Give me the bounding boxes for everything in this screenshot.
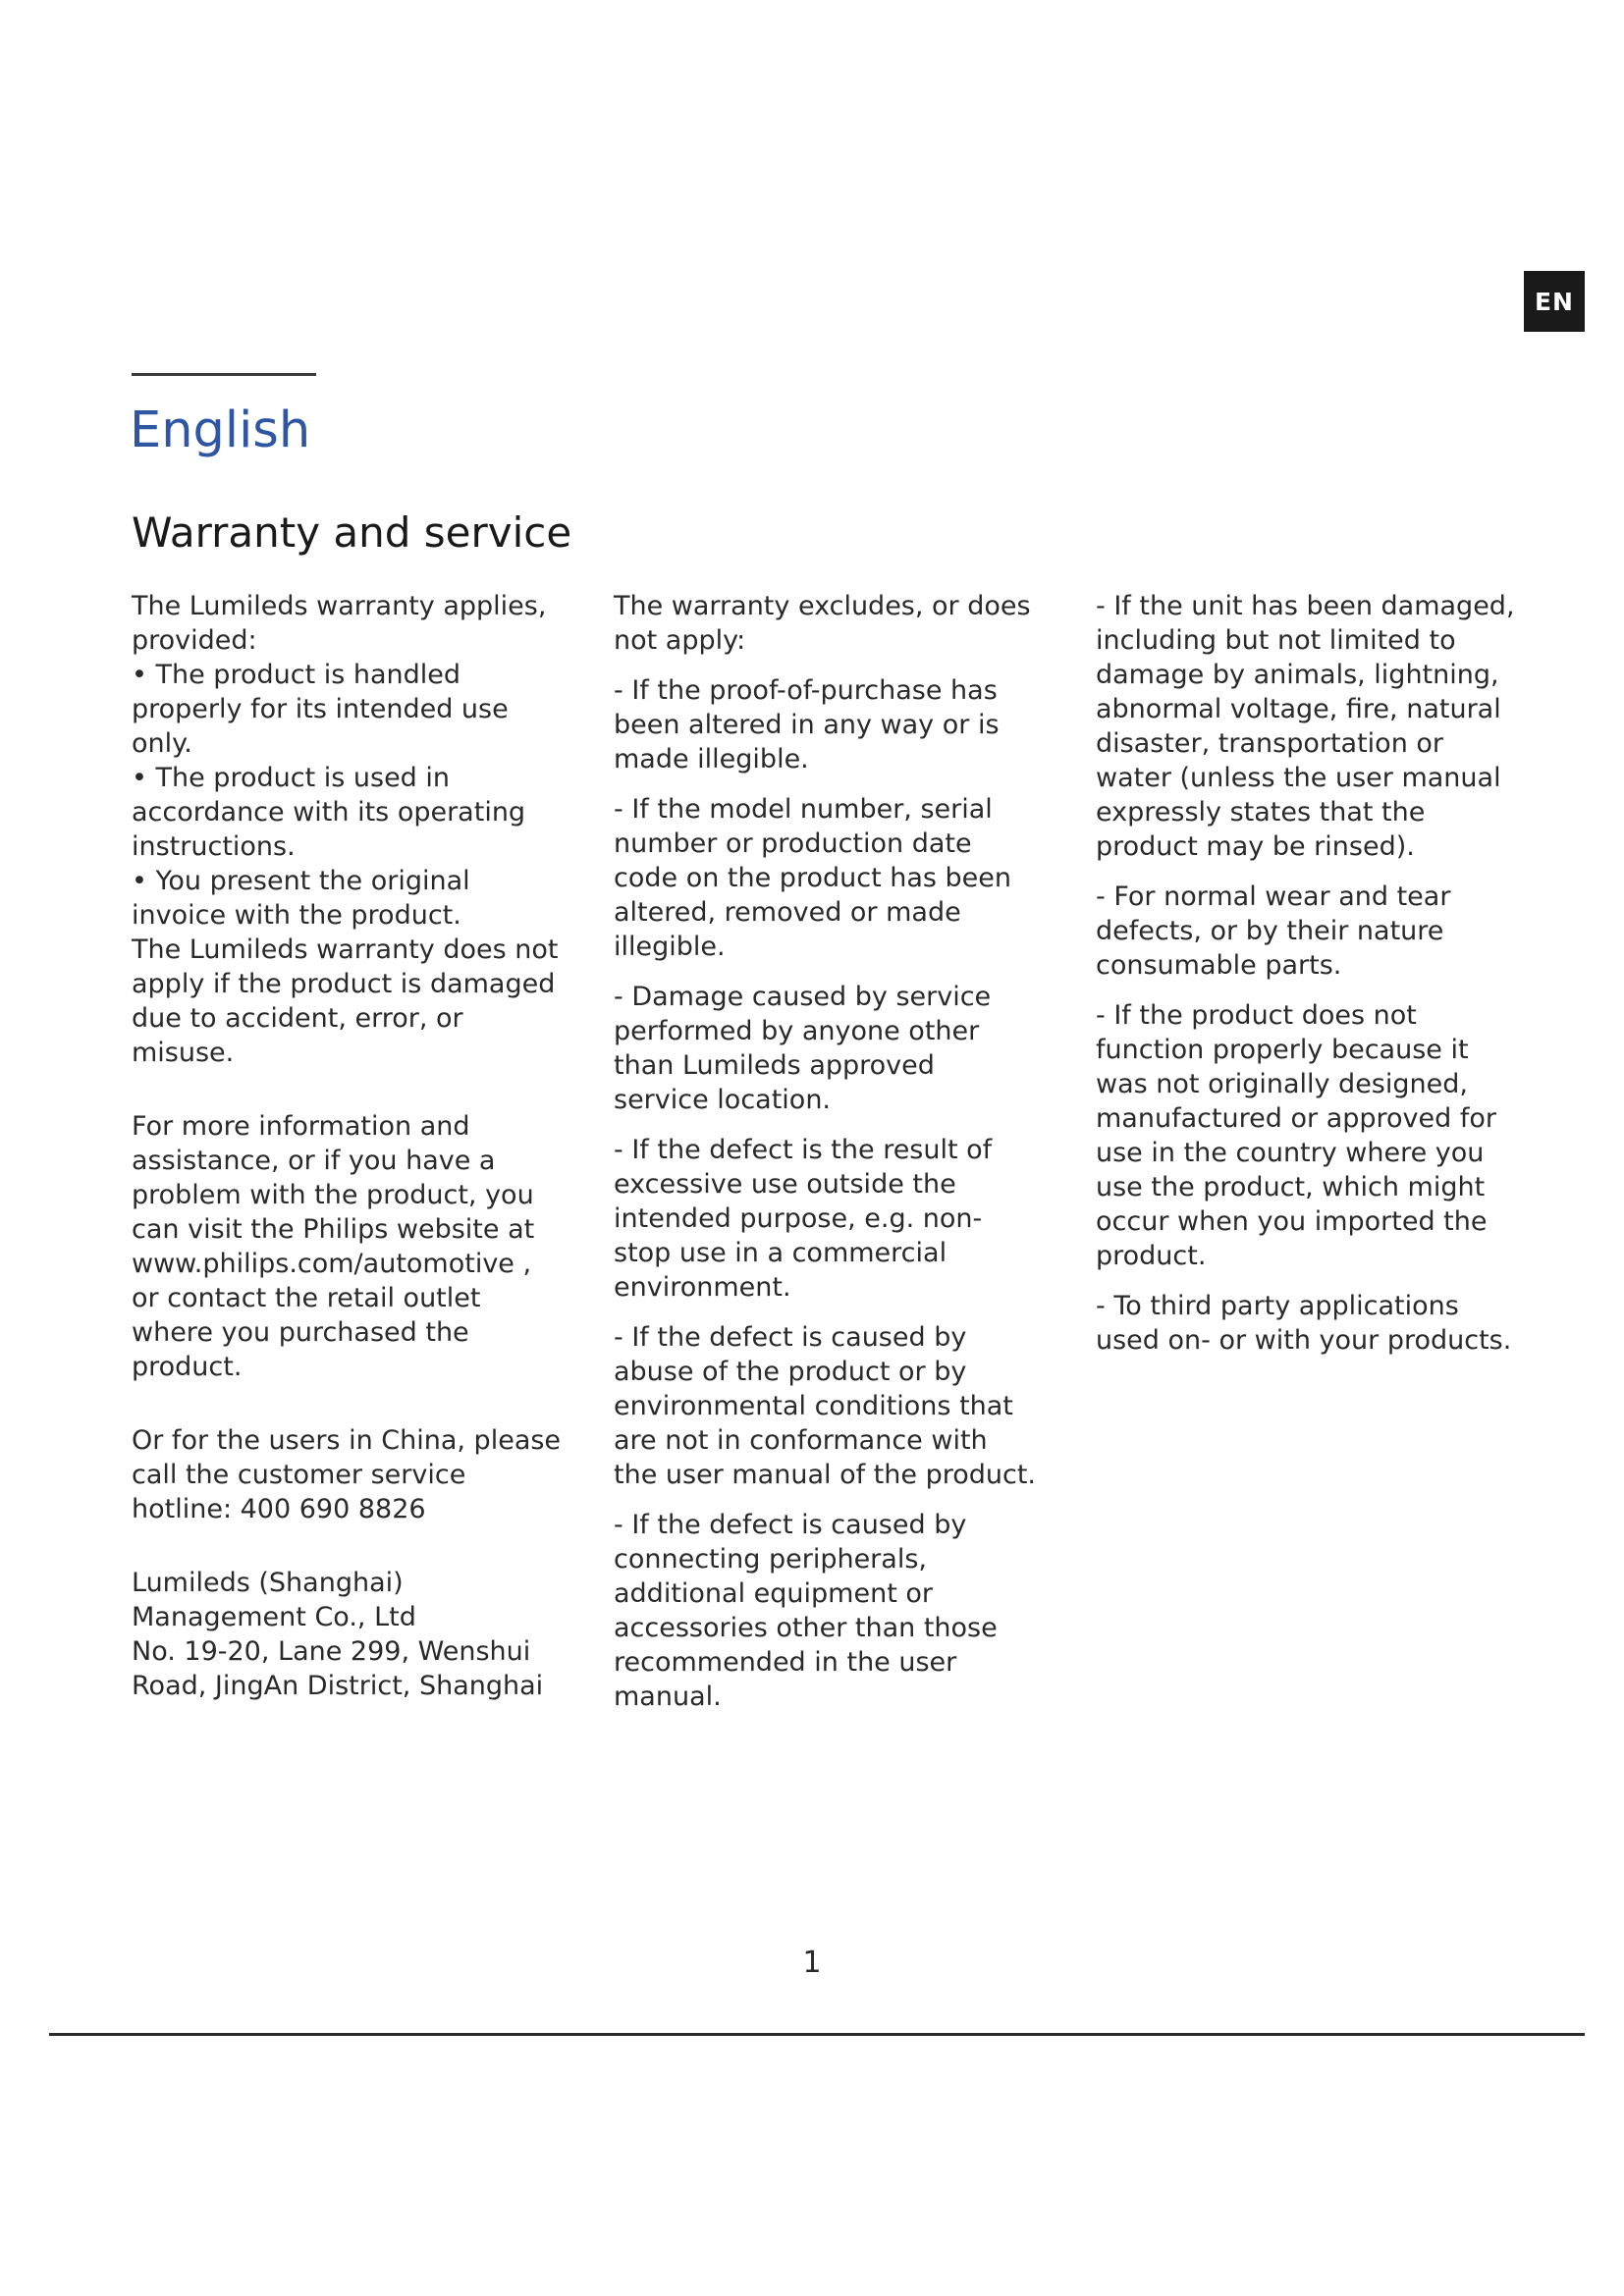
exclusion-item: - If the model number, serial number or production date code on the product has been altered, removed or made illegible. — [614, 794, 1012, 962]
exclusion-item: - Damage caused by service performed by anyone other than Lumileds approved service location. — [614, 982, 992, 1115]
exclusions-intro: The warranty excludes, or does not apply: — [614, 591, 1031, 656]
warranty-condition-3: • You present the original invoice with the product. — [132, 866, 470, 931]
exclusion-item: - If the unit has been damaged, including but not limited to damage by animals, lightning, abnormal voltage, fire, natural disaster, transportation or water (unless the user manual expressly states that the product may be rinsed). — [1096, 591, 1515, 862]
warranty-not-apply: The Lumileds warranty does not apply if the product is damaged due to accident, error, or misuse. — [132, 934, 559, 1068]
company-name: Lumileds (Shanghai) Management Co., Ltd — [132, 1568, 416, 1632]
more-info-paragraph: For more information and assistance, or if you have a problem with the product, you can visit the Philips website at www.philips.com/automotive , or contact the retail outlet where you purchased the product. — [132, 1111, 535, 1382]
exclusion-item: - If the defect is caused by connecting peripherals, additional equipment or accessories other than those recommended in the user manual. — [614, 1510, 998, 1712]
language-tab: EN — [1524, 271, 1585, 332]
section-title: Warranty and service — [132, 508, 572, 557]
company-address: No. 19-20, Lane 299, Wenshui Road, JingAn District, Shanghai — [132, 1636, 544, 1701]
china-hotline-paragraph: Or for the users in China, please call the customer service hotline: 400 690 8826 — [132, 1425, 562, 1524]
exclusion-item: - If the product does not function properly because it was not originally designed, manufactured or approved for use in the country where you use the product, which might occur when you imported the product. — [1096, 1000, 1496, 1271]
title-divider — [132, 373, 316, 376]
column-1 — [132, 589, 564, 1703]
exclusion-item: - If the defect is caused by abuse of the product or by environmental conditions that are not in conformance with the user manual of the product. — [614, 1322, 1036, 1490]
exclusion-item: - If the defect is the result of excessive use outside the intended purpose, e.g. non-stop use in a commercial environment. — [614, 1135, 993, 1303]
exclusion-item: - For normal wear and tear defects, or by their nature consumable parts. — [1096, 881, 1451, 981]
column-2 — [614, 589, 1038, 1714]
page-number: 1 — [802, 1946, 822, 1980]
warranty-condition-1: • The product is handled properly for its intended use only. — [132, 660, 509, 759]
warranty-condition-2: • The product is used in accordance with its operating instructions. — [132, 763, 526, 862]
footer-divider — [49, 2033, 1585, 2036]
exclusion-item: - To third party applications used on- or with your products. — [1096, 1291, 1512, 1356]
warranty-intro: The Lumileds warranty applies, provided: — [132, 591, 547, 656]
column-3 — [1096, 589, 1520, 1358]
exclusion-item: - If the proof-of-purchase has been altered in any way or is made illegible. — [614, 675, 1000, 774]
language-title: English — [130, 401, 311, 459]
